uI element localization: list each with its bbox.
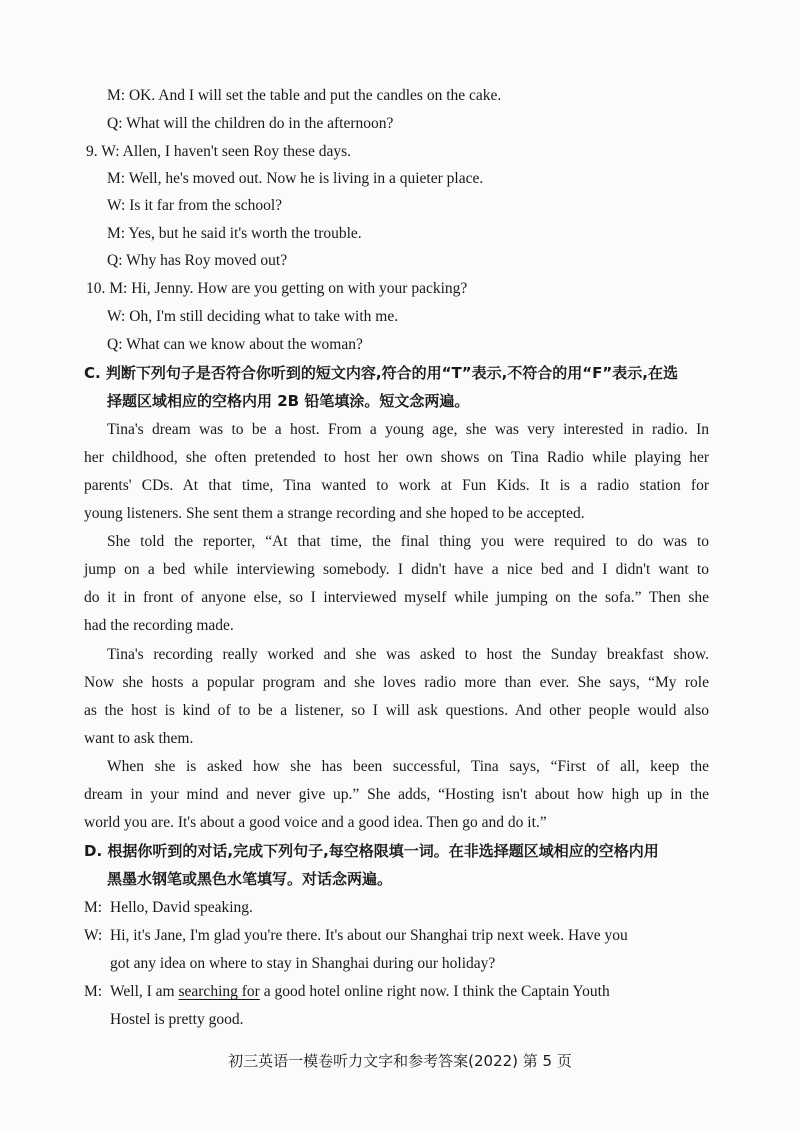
passage-line: Tina's dream was to be a host. From a young age, she was very interested in radio. In (107, 421, 709, 438)
dialogue-line (84, 982, 610, 1002)
question-line (107, 335, 363, 355)
dialogue-continuation: got any idea on where to stay in Shanghai during our holiday? (110, 955, 496, 972)
question-line (107, 114, 393, 134)
dialogue-text: Well, I am (110, 983, 179, 1000)
passage-line: parents' CDs. At that time, Tina wanted to work at Fun Kids. It is a radio station for (84, 477, 709, 494)
speaker-label: W: (107, 308, 126, 325)
section-c-instruction: 择题区域相应的空格内用 2B 铅笔填涂。短文念两遍。 (107, 392, 470, 410)
dialogue-line (107, 307, 398, 327)
speaker-label: Q: (107, 115, 123, 132)
dialogue-text: Hi, it's Jane, I'm glad you're there. It's about our Shanghai trip next week. Have you (110, 927, 628, 944)
speaker-label: M: (84, 983, 103, 1000)
section-c-instruction: C. 判断下列句子是否符合你听到的短文内容,符合的用“T”表示,不符合的用“F”表示,在选 (84, 364, 678, 382)
dialogue-text: Is it far from the school? (129, 197, 283, 214)
dialogue-line (107, 196, 282, 216)
dialogue-line (84, 898, 253, 918)
section-d-instruction: 黑墨水钢笔或黑色水笔填写。对话念两遍。 (107, 870, 393, 888)
dialogue-text: a good hotel online right now. I think the Captain Youth (259, 983, 610, 1000)
dialogue-text: Allen, I haven't seen Roy these days. (122, 143, 351, 160)
passage-line: She told the reporter, “At that time, the final thing you were required to do was to (107, 533, 709, 550)
speaker-label: Q: (107, 336, 123, 353)
underlined-answer: searching for (178, 983, 260, 1000)
speaker-label: W: (84, 927, 103, 944)
passage-line: jump on a bed while interviewing somebody. I didn't have a nice bed and I didn't want to (84, 561, 709, 578)
dialogue-9-first-line (86, 142, 351, 162)
question-text: What can we know about the woman? (126, 336, 363, 353)
dialogue-10-first-line (86, 279, 467, 299)
dialogue-line (84, 926, 628, 946)
dialogue-text: OK. And I will set the table and put the candles on the cake. (128, 87, 502, 104)
speaker-label: M: (107, 87, 126, 104)
dialogue-text: Oh, I'm still deciding what to take with me. (129, 308, 399, 325)
dialogue-text: Hello, David speaking. (110, 899, 253, 916)
passage-line: her childhood, she often pretended to host her own shows on Tina Radio while playing her (84, 449, 709, 466)
speaker-label: W: (101, 143, 120, 160)
page-footer: 初三英语一模卷听力文字和参考答案(2022) 第 5 页 (228, 1052, 572, 1070)
dialogue-line (107, 224, 362, 244)
question-text: What will the children do in the afternoon? (126, 115, 394, 132)
dialogue-line (107, 169, 483, 189)
speaker-label: Q: (107, 252, 123, 269)
dialogue-text: Yes, but he said it's worth the trouble. (128, 225, 362, 242)
question-line (107, 251, 287, 271)
passage-line: When she is asked how she has been successful, Tina says, “First of all, keep the (107, 758, 709, 775)
dialogue-text: Hi, Jenny. How are you getting on with your packing? (131, 280, 468, 297)
passage-line: Tina's recording really worked and she was asked to host the Sunday breakfast show. (107, 646, 709, 663)
passage-line: as the host is kind of to be a listener, so I will ask questions. And other people would also (84, 702, 709, 719)
passage-line: do it in front of anyone else, so I interviewed myself while jumping on the sofa.” Then she (84, 589, 709, 606)
item-number: 10. (86, 280, 106, 297)
question-text: Why has Roy moved out? (126, 252, 288, 269)
dialogue-continuation: Hostel is pretty good. (110, 1011, 244, 1028)
dialogue-line (107, 86, 501, 106)
passage-line: had the recording made. (84, 617, 234, 634)
passage-line: Now she hosts a popular program and she loves radio more than ever. She says, “My role (84, 674, 709, 691)
passage-line: world you are. It's about a good voice and a good idea. Then go and do it.” (84, 814, 547, 831)
speaker-label: M: (84, 899, 103, 916)
speaker-label: M: (107, 170, 126, 187)
dialogue-text: Well, he's moved out. Now he is living in a quieter place. (128, 170, 484, 187)
speaker-label: M: (109, 280, 128, 297)
speaker-label: W: (107, 197, 126, 214)
section-d-instruction: D. 根据你听到的对话,完成下列句子,每空格限填一词。在非选择题区域相应的空格内用 (84, 842, 659, 860)
passage-line: young listeners. She sent them a strange recording and she hoped to be accepted. (84, 505, 585, 522)
speaker-label: M: (107, 225, 126, 242)
passage-line: want to ask them. (84, 730, 194, 747)
passage-line: dream in your mind and never give up.” She adds, “Hosting isn't about how high up in the (84, 786, 709, 803)
item-number: 9. (86, 143, 98, 160)
